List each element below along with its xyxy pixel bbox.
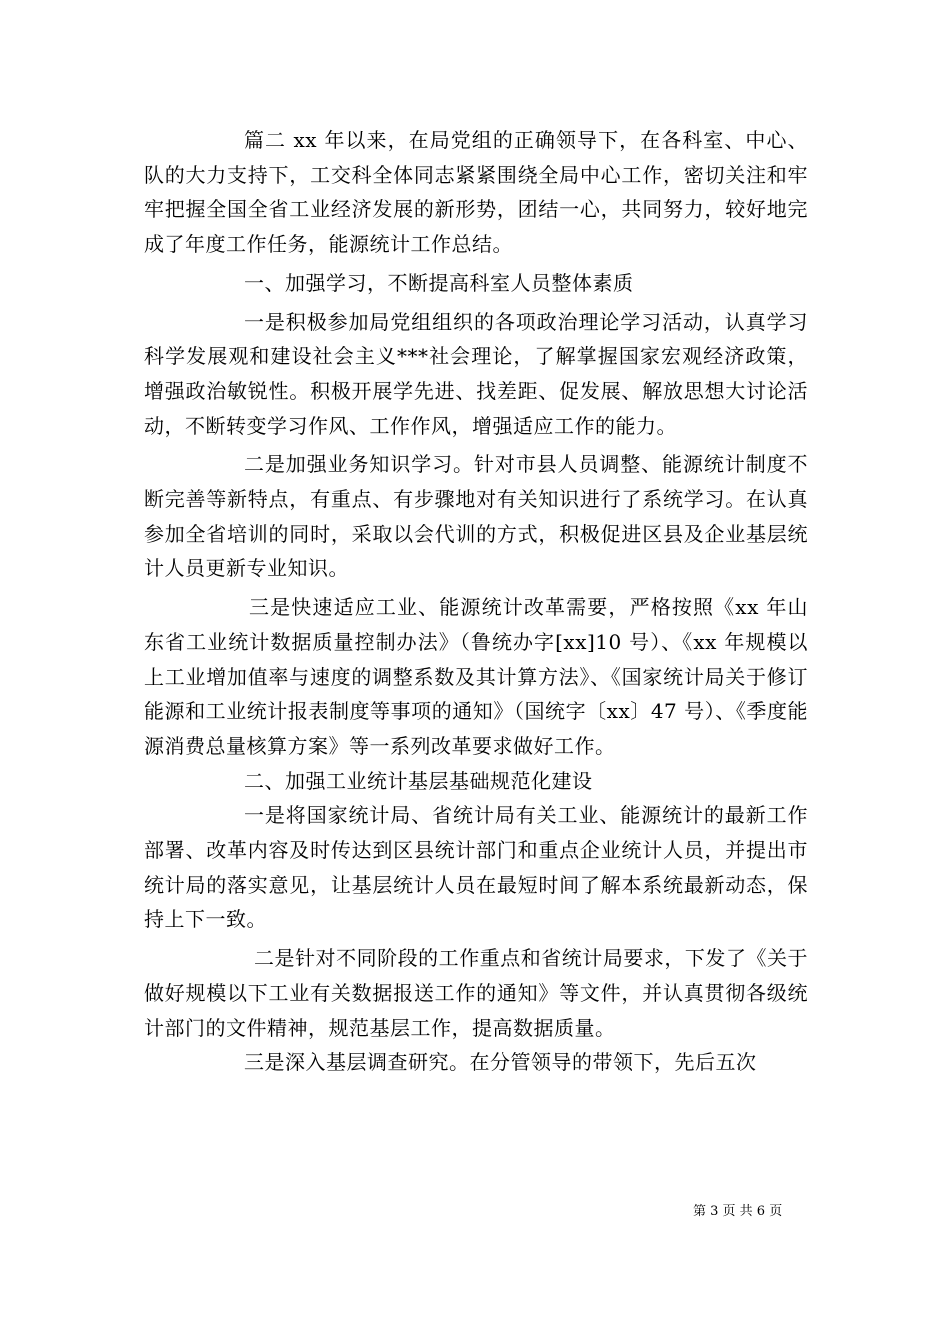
paragraph-intro: 篇二 xx 年以来，在局党组的正确领导下，在各科室、中心、队的大力支持下，工交科全体同志紧紧围绕全局中心工作，密切关注和牢牢把握全国全省工业经济发展的新形势，团结一心，共同努力，较好地完成了年度工作任务，能源统计工作总结。 — [144, 128, 808, 257]
paragraph-reform: 三是快速适应工业、能源统计改革需要，严格按照《xx 年山东省工业统计数据质量控制办法》（鲁统办字[xx]10 号）、《xx 年规模以上工业增加值率与速度的调整系数及其计算方法》、《国家统计局关于修订能源和工业统计报表制度等事项的通知》（国统字〔xx〕47 号）、《季度能源消费总量核算方案》等一系列改革要求做好工作。 — [144, 595, 808, 758]
paragraph-study-business: 二是加强业务知识学习。针对市县人员调整、能源统计制度不断完善等新特点，有重点、有步骤地对有关知识进行了系统学习。在认真参加全省培训的同时，采取以会代训的方式，积极促进区县及企业基层统计人员更新专业知识。 — [144, 452, 808, 581]
document-body — [144, 123, 808, 1080]
paragraph-notices: 二是针对不同阶段的工作重点和省统计局要求，下发了《关于做好规模以下工业有关数据报送工作的通知》等文件，并认真贯彻各级统计部门的文件精神，规范基层工作，提高数据质量。 — [144, 946, 808, 1040]
paragraph-study-politics: 一是积极参加局党组组织的各项政治理论学习活动，认真学习科学发展观和建设社会主义***社会理论，了解掌握国家宏观经济政策，增强政治敏锐性。积极开展学先进、找差距、促发展、解放思想大讨论活动，不断转变学习作风、工作作风，增强适应工作的能力。 — [144, 309, 808, 438]
section-heading-1: 一、加强学习，不断提高科室人员整体素质 — [244, 270, 634, 295]
section-heading-2: 二、加强工业统计基层基础规范化建设 — [244, 768, 593, 793]
page-number: 第 3 页 共 6 页 — [693, 1204, 783, 1219]
paragraph-communicate: 一是将国家统计局、省统计局有关工业、能源统计的最新工作部署、改革内容及时传达到区县统计部门和重点企业统计人员，并提出市统计局的落实意见，让基层统计人员在最短时间了解本系统最新动态，保持上下一致。 — [144, 803, 808, 932]
paragraph-research: 三是深入基层调查研究。在分管领导的带领下，先后五次 — [244, 1050, 757, 1075]
